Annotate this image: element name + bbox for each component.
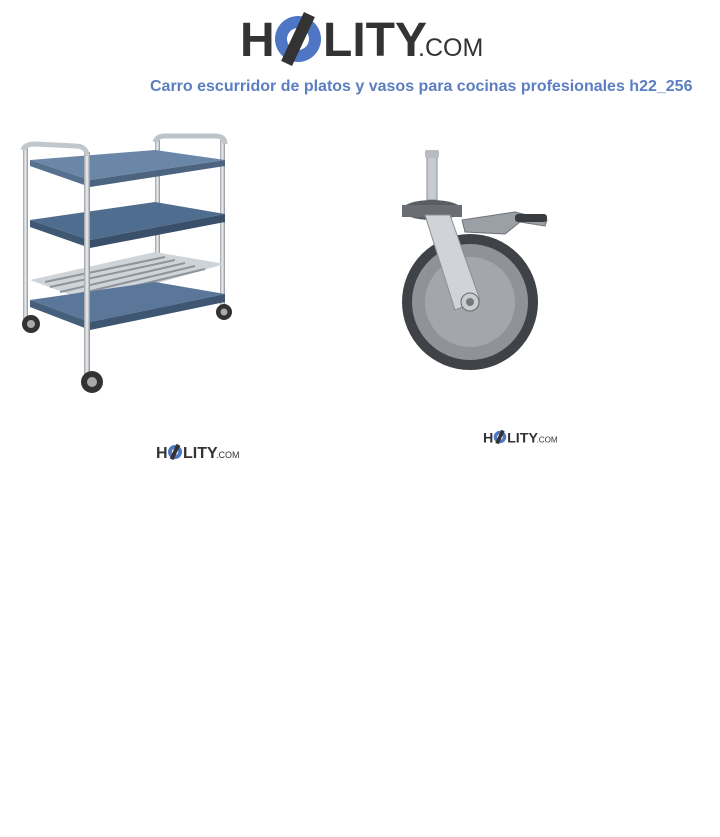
holity-logo-small-2 [483, 428, 558, 446]
logo-word-com: .COM [418, 34, 484, 62]
product-title: Carro escurridor de platos y vasos para cocinas profesionales h22_256 [150, 78, 693, 95]
logo-letter-h: H [240, 14, 275, 67]
svg-text:LITY: LITY [183, 445, 218, 462]
logo-word-lity: LITY [323, 14, 427, 67]
svg-text:H: H [483, 430, 494, 446]
caster-wheel-image[interactable] [395, 150, 555, 375]
svg-text:.COM: .COM [216, 450, 240, 460]
holity-logo-small-1 [156, 442, 240, 462]
dish-drainer-cart-image[interactable] [15, 132, 240, 397]
svg-text:.COM: .COM [536, 435, 558, 445]
svg-text:LITY: LITY [507, 430, 539, 446]
holity-logo[interactable] [240, 10, 485, 68]
logo-o-icon [275, 12, 321, 66]
svg-text:H: H [156, 445, 168, 462]
